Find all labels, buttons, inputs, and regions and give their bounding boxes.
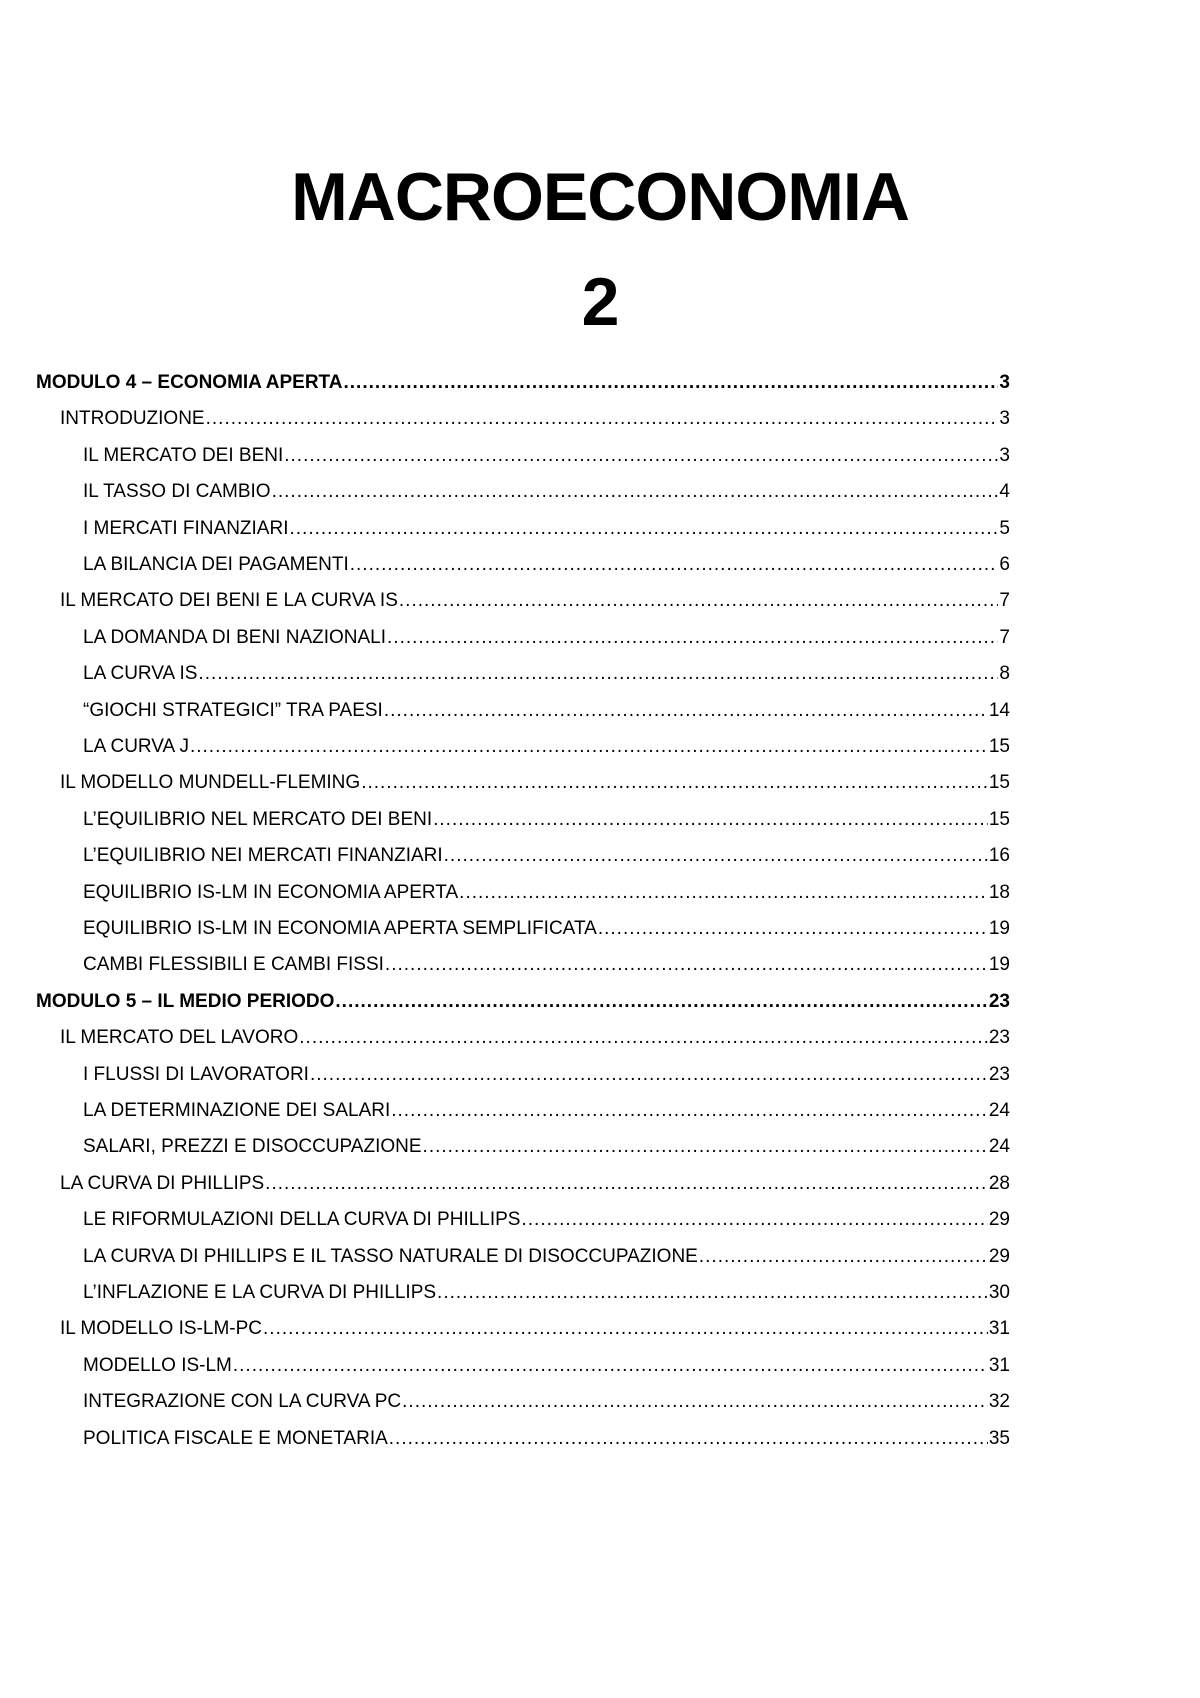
- toc-entry-label: I FLUSSI DI LAVORATORI: [83, 1063, 309, 1085]
- toc-page-number: 19: [988, 918, 1010, 939]
- toc-page-number: 32: [988, 1391, 1010, 1413]
- toc-entry-label: IL MERCATO DEI BENI E LA CURVA IS: [60, 590, 398, 612]
- toc-entry[interactable]: [83, 1387, 1010, 1417]
- toc-dot-leader: [299, 1023, 988, 1053]
- toc-dot-leader: [444, 841, 988, 871]
- document-title-number: 2: [581, 264, 619, 340]
- toc-entry-label: LA CURVA J: [83, 736, 189, 757]
- toc-entry-label: LA CURVA DI PHILLIPS E IL TASSO NATURALE DI DISOCCUPAZIONE: [83, 1245, 698, 1267]
- toc-entry-label: “GIOCHI STRATEGICI” TRA PAESI: [83, 699, 383, 721]
- toc-page-number: 31: [988, 1318, 1010, 1340]
- toc-entry-label: LA DOMANDA DI BENI NAZIONALI: [83, 626, 387, 648]
- toc-entry-label: IL MERCATO DEI BENI: [83, 444, 284, 466]
- toc-entry-label: MODULO 4 – ECONOMIA APERTA: [36, 372, 343, 393]
- toc-entry[interactable]: [60, 404, 1010, 434]
- toc-entry-label: IL MODELLO IS-LM-PC: [60, 1318, 263, 1340]
- toc-page-number: 23: [988, 1027, 1010, 1049]
- toc-page-number: 29: [988, 1245, 1010, 1267]
- toc-entry[interactable]: [83, 1060, 1010, 1090]
- toc-page-number: 31: [988, 1354, 1010, 1376]
- toc-dot-leader: [459, 878, 988, 908]
- toc-dot-leader: [343, 368, 998, 398]
- toc-page-number: 15: [988, 808, 1010, 830]
- toc-dot-leader: [284, 441, 998, 471]
- toc-entry-label: L’INFLAZIONE E LA CURVA DI PHILLIPS: [83, 1282, 437, 1303]
- toc-dot-leader: [699, 1242, 988, 1272]
- toc-entry-label: I MERCATI FINANZIARI: [83, 517, 289, 539]
- toc-dot-leader: [272, 477, 999, 507]
- toc-entry-label: MODELLO IS-LM: [83, 1354, 232, 1376]
- toc-entry-label: LA CURVA IS: [83, 663, 198, 685]
- toc-page-number: 24: [988, 1100, 1010, 1121]
- toc-dot-leader: [399, 586, 999, 616]
- toc-page-number: 16: [988, 845, 1010, 867]
- toc-page-number: 4: [999, 481, 1010, 503]
- toc-page-number: 5: [999, 517, 1010, 539]
- toc-page-number: 8: [999, 663, 1010, 685]
- toc-entry-label: IL MODELLO MUNDELL-FLEMING: [60, 772, 361, 794]
- toc-page-number: 29: [988, 1209, 1010, 1231]
- toc-entry[interactable]: [83, 441, 1010, 471]
- toc-entry-label: CAMBI FLESSIBILI E CAMBI FISSI: [83, 954, 384, 976]
- toc-page-number: 7: [999, 626, 1010, 648]
- toc-entry[interactable]: [83, 696, 1010, 726]
- toc-dot-leader: [350, 550, 999, 580]
- toc-entry-label: L’EQUILIBRIO NEI MERCATI FINANZIARI: [83, 845, 443, 867]
- toc-entry[interactable]: [83, 1242, 1010, 1272]
- toc-page-number: 6: [999, 554, 1010, 575]
- toc-entry-label: INTRODUZIONE: [60, 408, 205, 430]
- toc-dot-leader: [521, 1205, 987, 1235]
- toc-dot-leader: [385, 950, 988, 980]
- toc-dot-leader: [389, 1424, 988, 1454]
- toc-page-number: 24: [988, 1136, 1010, 1158]
- toc-entry-label: LE RIFORMULAZIONI DELLA CURVA DI PHILLIPS: [83, 1209, 521, 1231]
- toc-page-number: 15: [988, 772, 1010, 794]
- toc-entry[interactable]: [83, 1424, 1010, 1454]
- toc-entry[interactable]: [83, 914, 1010, 944]
- toc-entry-label: POLITICA FISCALE E MONETARIA: [83, 1427, 388, 1449]
- toc-page-number: 19: [988, 954, 1010, 976]
- toc-entry[interactable]: [83, 841, 1010, 871]
- toc-dot-leader: [206, 404, 999, 434]
- toc-dot-leader: [335, 987, 987, 1017]
- toc-dot-leader: [384, 696, 988, 726]
- toc-entry[interactable]: [83, 805, 1010, 835]
- toc-page-number: 23: [988, 990, 1010, 1012]
- toc-entry[interactable]: [83, 550, 1010, 580]
- toc-entry[interactable]: [83, 477, 1010, 507]
- toc-entry[interactable]: [83, 659, 1010, 689]
- toc-page-number: 23: [988, 1063, 1010, 1085]
- toc-page-number: 7: [999, 590, 1010, 612]
- toc-entry-label: LA CURVA DI PHILLIPS: [60, 1172, 265, 1194]
- toc-page-number: 14: [988, 699, 1010, 721]
- toc-entry[interactable]: [60, 1023, 1010, 1053]
- toc-entry[interactable]: [83, 1351, 1010, 1381]
- toc-dot-leader: [263, 1314, 988, 1344]
- toc-entry[interactable]: [60, 586, 1010, 616]
- toc-page-number: 15: [988, 736, 1010, 757]
- toc-dot-leader: [265, 1169, 988, 1199]
- toc-entry[interactable]: [83, 950, 1010, 980]
- toc-entry[interactable]: [36, 987, 1010, 1017]
- toc-entry[interactable]: [60, 1169, 1010, 1199]
- toc-page-number: 18: [988, 881, 1010, 903]
- toc-entry-label: IL TASSO DI CAMBIO: [83, 481, 271, 503]
- toc-entry-label: LA BILANCIA DEI PAGAMENTI: [83, 554, 349, 575]
- toc-entry[interactable]: [83, 878, 1010, 908]
- toc-dot-leader: [402, 1387, 988, 1417]
- toc-dot-leader: [423, 1132, 988, 1162]
- toc-page-number: 30: [988, 1282, 1010, 1303]
- toc-dot-leader: [289, 514, 998, 544]
- toc-entry[interactable]: [83, 1132, 1010, 1162]
- toc-page-number: 28: [988, 1172, 1010, 1194]
- toc-entry[interactable]: [83, 1278, 1010, 1308]
- toc-entry[interactable]: [83, 623, 1010, 653]
- toc-dot-leader: [437, 1278, 988, 1308]
- toc-entry-label: EQUILIBRIO IS-LM IN ECONOMIA APERTA SEMPLIFICATA: [83, 918, 597, 939]
- toc-page-number: 3: [999, 372, 1010, 393]
- toc-entry-label: EQUILIBRIO IS-LM IN ECONOMIA APERTA: [83, 881, 459, 903]
- toc-entry[interactable]: [83, 1205, 1010, 1235]
- toc-page-number: 3: [999, 444, 1010, 466]
- toc-dot-leader: [198, 659, 998, 689]
- toc-entry-label: INTEGRAZIONE CON LA CURVA PC: [83, 1391, 402, 1413]
- toc-dot-leader: [387, 623, 998, 653]
- toc-entry[interactable]: [60, 1314, 1010, 1344]
- document-title: MACROECONOMIA: [291, 159, 909, 235]
- toc-entry-label: MODULO 5 – IL MEDIO PERIODO: [36, 990, 335, 1012]
- toc-dot-leader: [361, 768, 988, 798]
- toc-dot-leader: [433, 805, 988, 835]
- toc-dot-leader: [391, 1096, 988, 1126]
- toc-page-number: 35: [988, 1427, 1010, 1449]
- toc-entry-label: LA DETERMINAZIONE DEI SALARI: [83, 1100, 391, 1121]
- toc-entry-label: SALARI, PREZZI E DISOCCUPAZIONE: [83, 1136, 422, 1158]
- toc-dot-leader: [310, 1060, 988, 1090]
- toc-dot-leader: [190, 732, 988, 762]
- toc-entry[interactable]: [36, 368, 1010, 398]
- toc-entry[interactable]: [83, 732, 1010, 762]
- toc-page-number: 3: [999, 408, 1010, 430]
- toc-entry[interactable]: [60, 768, 1010, 798]
- toc-dot-leader: [598, 914, 988, 944]
- toc-entry-label: L’EQUILIBRIO NEL MERCATO DEI BENI: [83, 808, 433, 830]
- toc-entry[interactable]: [83, 514, 1010, 544]
- toc-dot-leader: [233, 1351, 988, 1381]
- toc-entry-label: IL MERCATO DEL LAVORO: [60, 1027, 299, 1049]
- toc-entry[interactable]: [83, 1096, 1010, 1126]
